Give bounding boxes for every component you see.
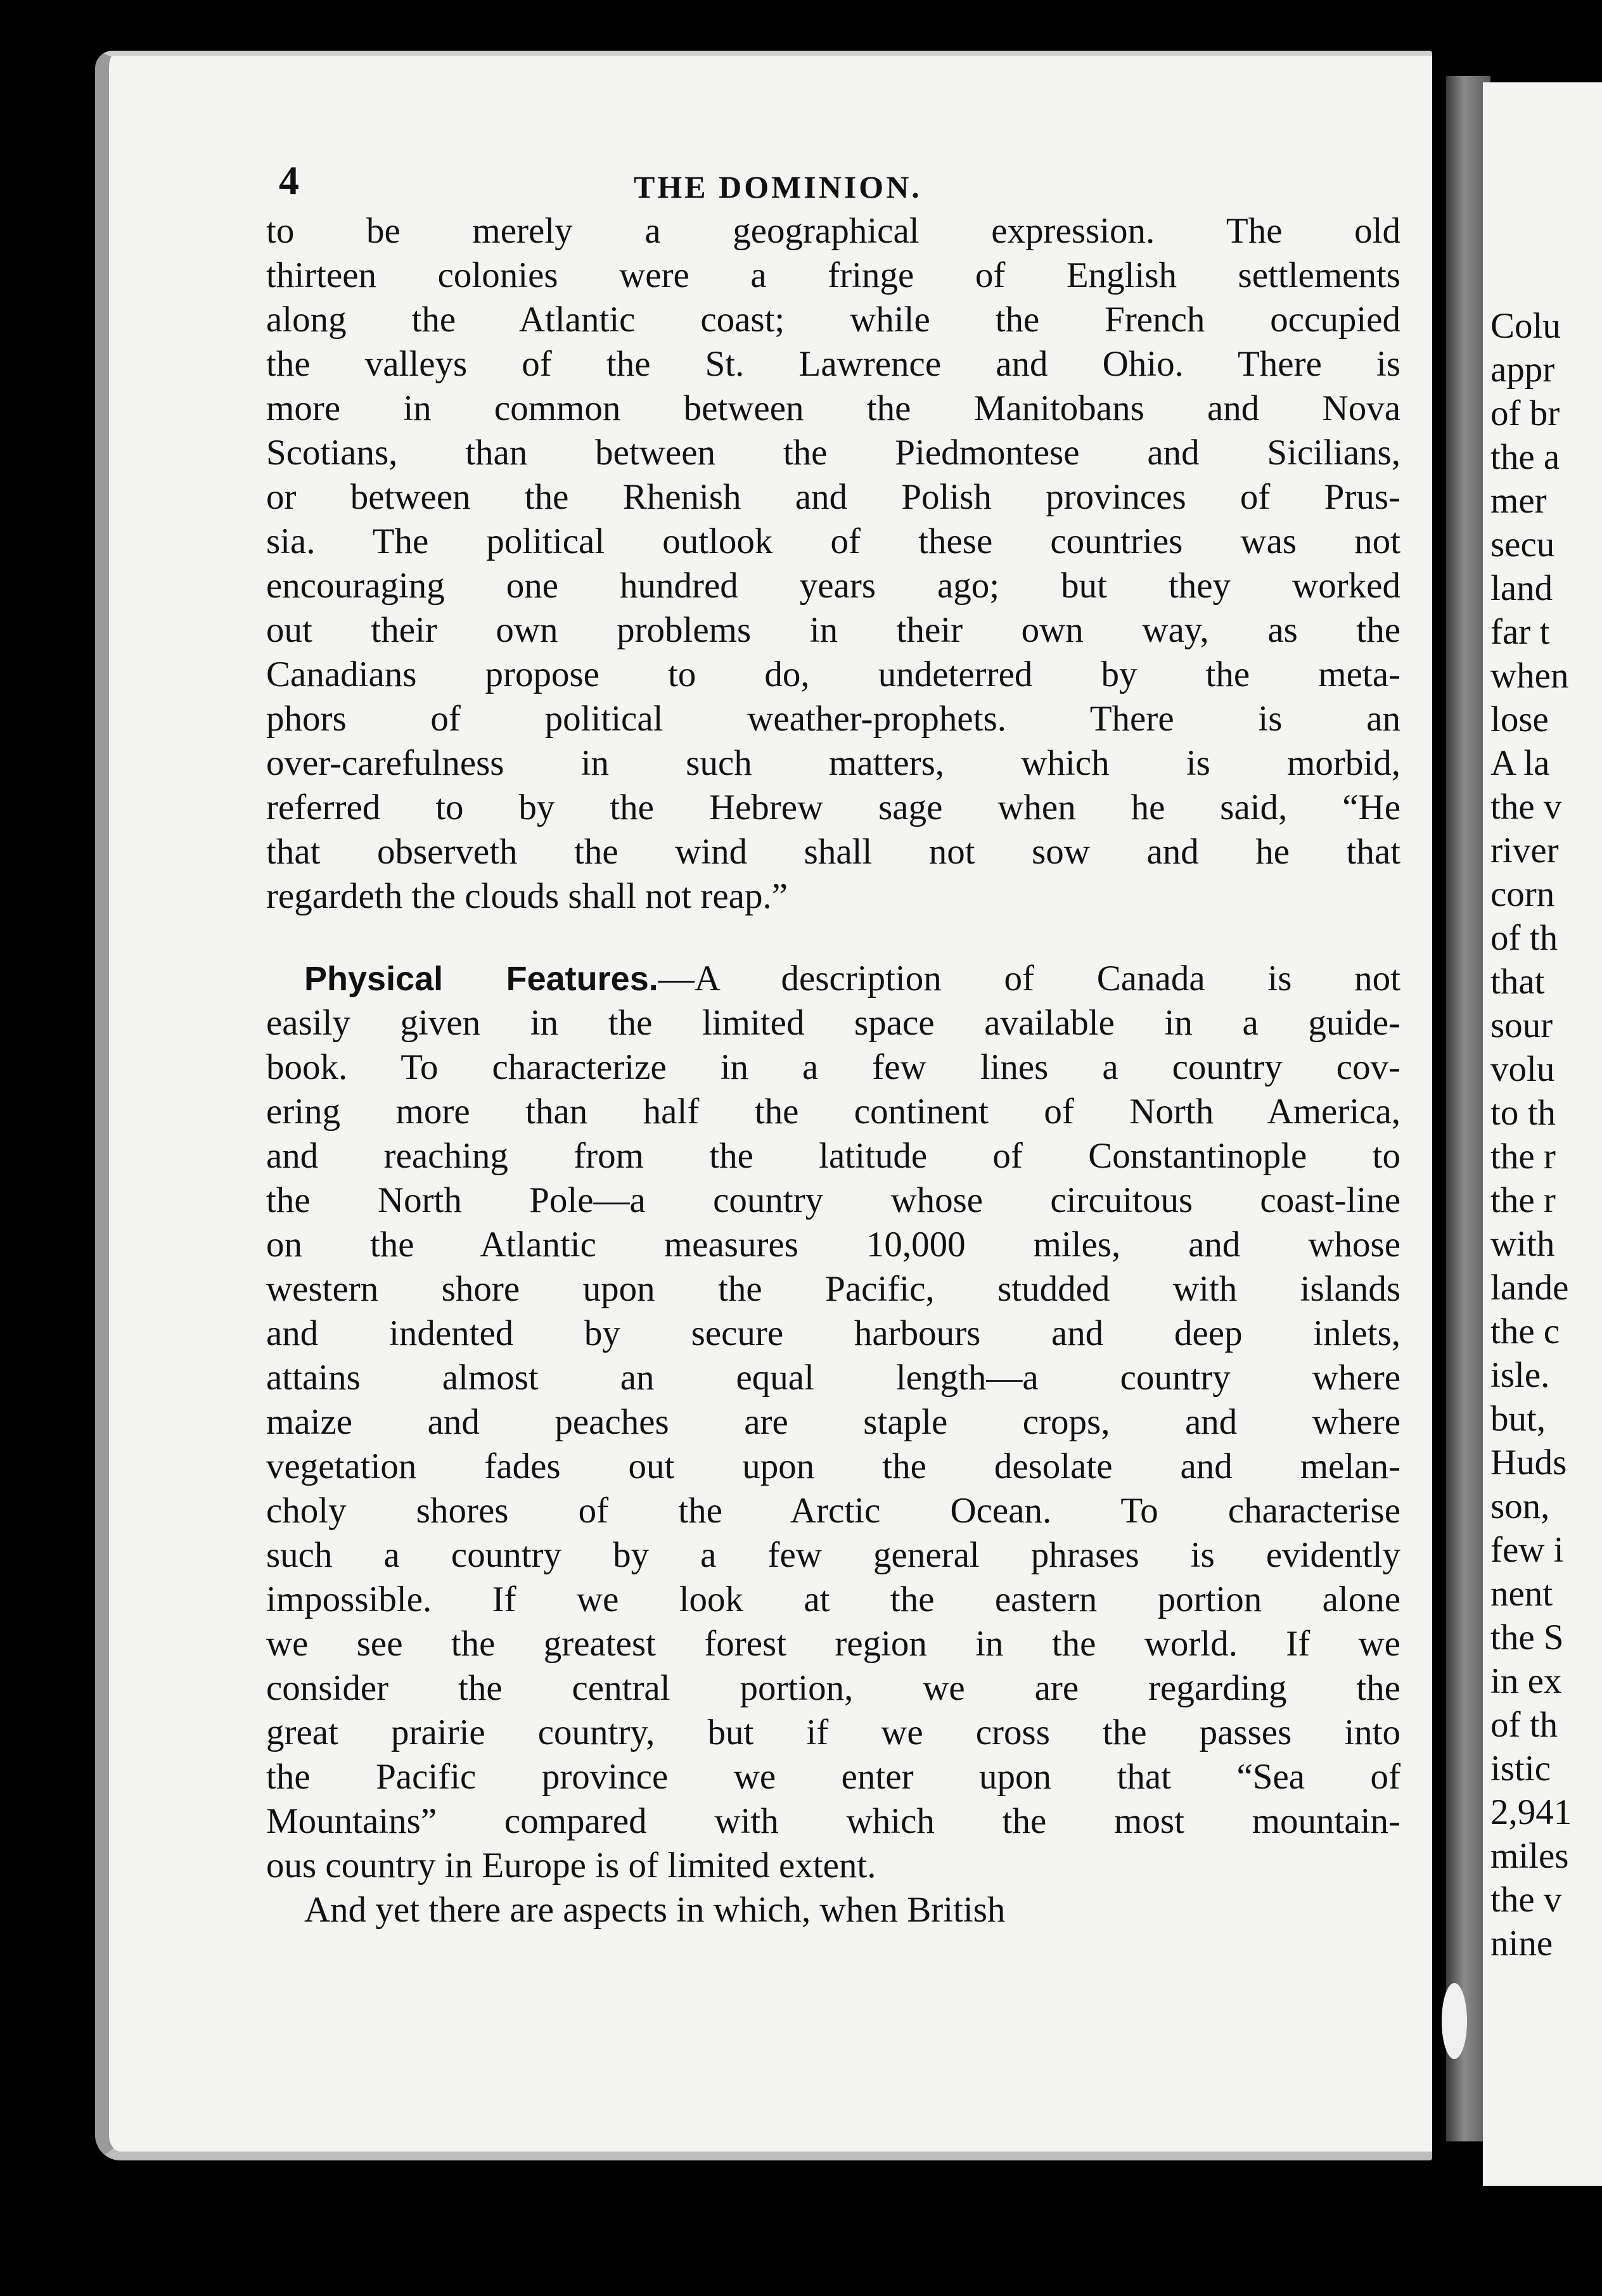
text-line: great prairie country, but if we cross the passes into xyxy=(266,1712,1400,1752)
facing-line: istic xyxy=(1490,1749,1551,1789)
text-line: phors of political weather-prophets. There is an xyxy=(266,699,1400,739)
text-line: out their own problems in their own way, as the xyxy=(266,610,1400,650)
facing-line: lose xyxy=(1490,699,1549,739)
facing-page-text xyxy=(1490,304,1602,1965)
paragraph-3: And yet there are aspects in which, when British xyxy=(304,1890,1006,1930)
text-line: ering more than half the continent of North America, xyxy=(266,1092,1400,1132)
page-title: THE DOMINION. xyxy=(634,169,922,205)
facing-line: Colu xyxy=(1490,306,1561,346)
text-line: and reaching from the latitude of Constantinople to xyxy=(266,1136,1400,1176)
facing-line: that xyxy=(1490,962,1545,1002)
text-line: or between the Rhenish and Polish provinces of Prus- xyxy=(266,477,1400,517)
text-line: to be merely a geographical expression. The old xyxy=(266,211,1400,251)
facing-line: but, xyxy=(1490,1399,1546,1439)
facing-line: when xyxy=(1490,656,1569,696)
text-line: Mountains” compared with which the most mountain- xyxy=(266,1801,1400,1841)
text-line: along the Atlantic coast; while the French occupied xyxy=(266,300,1400,340)
text-line: referred to by the Hebrew sage when he said, “He xyxy=(266,788,1400,827)
facing-line: corn xyxy=(1490,874,1555,914)
paragraph-2 xyxy=(266,957,1400,1888)
text-line: the valleys of the St. Lawrence and Ohio. There is xyxy=(266,344,1400,384)
text-line: Scotians, than between the Piedmontese and Sicilians, xyxy=(266,433,1400,473)
facing-line: mer xyxy=(1490,481,1547,521)
text-line: impossible. If we look at the eastern portion alone xyxy=(266,1579,1400,1619)
text-line: vegetation fades out upon the desolate and melan- xyxy=(266,1446,1400,1486)
facing-line: to th xyxy=(1490,1093,1556,1133)
text-line: sia. The political outlook of these countries was not xyxy=(266,521,1400,561)
facing-line: the S xyxy=(1490,1617,1564,1657)
page-blemish xyxy=(1442,1983,1467,2059)
text-line: book. To characterize in a few lines a country cov- xyxy=(266,1047,1400,1087)
facing-line: far t xyxy=(1490,612,1550,652)
text-line: on the Atlantic measures 10,000 miles, and whose xyxy=(266,1225,1400,1265)
text-line: more in common between the Manitobans and Nova xyxy=(266,388,1400,428)
body-text xyxy=(266,209,1400,1932)
facing-line: with xyxy=(1490,1224,1555,1264)
facing-line: miles xyxy=(1490,1836,1569,1876)
running-head xyxy=(0,157,1602,214)
text-line: and indented by secure harbours and deep inlets, xyxy=(266,1313,1400,1353)
text-line: western shore upon the Pacific, studded with islands xyxy=(266,1269,1400,1309)
facing-line: nine xyxy=(1490,1923,1553,1963)
page-number: 4 xyxy=(279,158,299,203)
facing-line: the v xyxy=(1490,787,1562,827)
text-line: encouraging one hundred years ago; but they worked xyxy=(266,566,1400,606)
text-line: we see the greatest forest region in the world. If we xyxy=(266,1624,1400,1664)
facing-line: secu xyxy=(1490,525,1555,564)
facing-line: Huds xyxy=(1490,1443,1567,1483)
facing-line: the r xyxy=(1490,1137,1556,1177)
text-line: the Pacific province we enter upon that “Sea of xyxy=(266,1757,1400,1797)
text-line: the North Pole—a country whose circuitous coast-line xyxy=(266,1180,1400,1220)
text-line: over-carefulness in such matters, which is morbid, xyxy=(266,743,1400,783)
facing-line: the a xyxy=(1490,437,1560,477)
text-line: easily given in the limited space available in a guide- xyxy=(266,1003,1400,1043)
text-line xyxy=(266,957,1400,1001)
facing-line: nent xyxy=(1490,1574,1553,1614)
text-line-rest: —A description of Canada is not xyxy=(658,959,1400,998)
text-line: thirteen colonies were a fringe of English settlements xyxy=(266,255,1400,295)
facing-line: A la xyxy=(1490,743,1550,783)
facing-line: land xyxy=(1490,568,1553,608)
facing-line: sour xyxy=(1490,1005,1553,1045)
text-line: choly shores of the Arctic Ocean. To characterise xyxy=(266,1491,1400,1531)
text-line: that observeth the wind shall not sow and he that xyxy=(266,832,1400,872)
facing-line: appr xyxy=(1490,350,1555,390)
facing-line: volu xyxy=(1490,1049,1555,1089)
facing-line: son, xyxy=(1490,1486,1550,1526)
facing-line: few i xyxy=(1490,1530,1564,1570)
text-line: Canadians propose to do, undeterred by the meta- xyxy=(266,654,1400,694)
facing-line: of th xyxy=(1490,1705,1558,1745)
facing-line: river xyxy=(1490,831,1559,871)
right-page-edge xyxy=(1483,82,1602,2186)
text-line: ous country in Europe is of limited extent. xyxy=(266,1846,876,1885)
facing-line: of br xyxy=(1490,393,1560,433)
facing-line: of th xyxy=(1490,918,1558,958)
section-heading: Physical Features. xyxy=(304,960,658,998)
text-line: attains almost an equal length—a country where xyxy=(266,1358,1400,1398)
text-line: regardeth the clouds shall not reap.” xyxy=(266,876,788,916)
text-line: maize and peaches are staple crops, and where xyxy=(266,1402,1400,1442)
paragraph-1 xyxy=(266,209,1400,919)
facing-line: the v xyxy=(1490,1880,1562,1920)
text-line: such a country by a few general phrases is evidently xyxy=(266,1535,1400,1575)
facing-line: the r xyxy=(1490,1180,1556,1220)
facing-line: 2,941 xyxy=(1490,1792,1572,1832)
facing-line: the c xyxy=(1490,1311,1560,1351)
facing-line: isle. xyxy=(1490,1355,1550,1395)
facing-line: lande xyxy=(1490,1268,1569,1308)
facing-line: in ex xyxy=(1490,1661,1562,1701)
text-line: consider the central portion, we are regarding the xyxy=(266,1668,1400,1708)
